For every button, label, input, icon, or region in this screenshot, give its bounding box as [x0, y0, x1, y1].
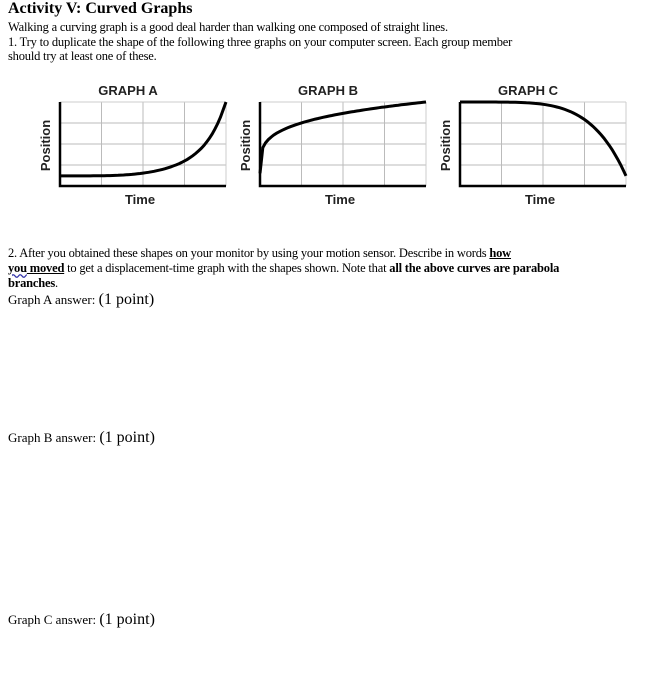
graph-c-answer: Graph C answer: (1 point): [8, 611, 155, 628]
graph-a: [28, 80, 228, 210]
x-axis-label: Time: [324, 192, 356, 207]
question-1-line-1: 1. Try to duplicate the shape of the following three graphs on your computer screen. Each group member: [8, 35, 513, 49]
question-2-line-2: you moved to get a displacement-time graph with the shapes shown. Note that all the above curves are parabola: [8, 261, 560, 275]
x-axis-label: Time: [124, 192, 156, 207]
question-2-line-3: branches.: [8, 276, 58, 290]
graph-title: GRAPH B: [298, 83, 358, 98]
y-axis-label: Position: [38, 119, 54, 172]
graph-b-plot: [258, 100, 428, 188]
graph-b-answer: Graph B answer: (1 point): [8, 429, 155, 446]
graph-a-plot: [58, 100, 228, 188]
y-axis-label: Position: [438, 119, 454, 172]
graph-c-plot: [458, 100, 628, 188]
x-axis-label: Time: [524, 192, 556, 207]
question-1-line-2: should try at least one of these.: [8, 49, 157, 63]
y-axis-label: Position: [238, 119, 254, 172]
question-2-line-1: 2. After you obtained these shapes on your monitor by using your motion sensor. Describe in words how: [8, 246, 512, 260]
intro-text: Walking a curving graph is a good deal harder than walking one composed of straight lines.: [8, 20, 448, 34]
graph-title: GRAPH C: [498, 83, 558, 98]
graph-a-answer: Graph A answer: (1 point): [8, 291, 155, 308]
graph-b: [228, 80, 428, 210]
graph-c: [428, 80, 628, 210]
page-title: Activity V: Curved Graphs: [8, 0, 193, 17]
graph-title: GRAPH A: [98, 83, 158, 98]
